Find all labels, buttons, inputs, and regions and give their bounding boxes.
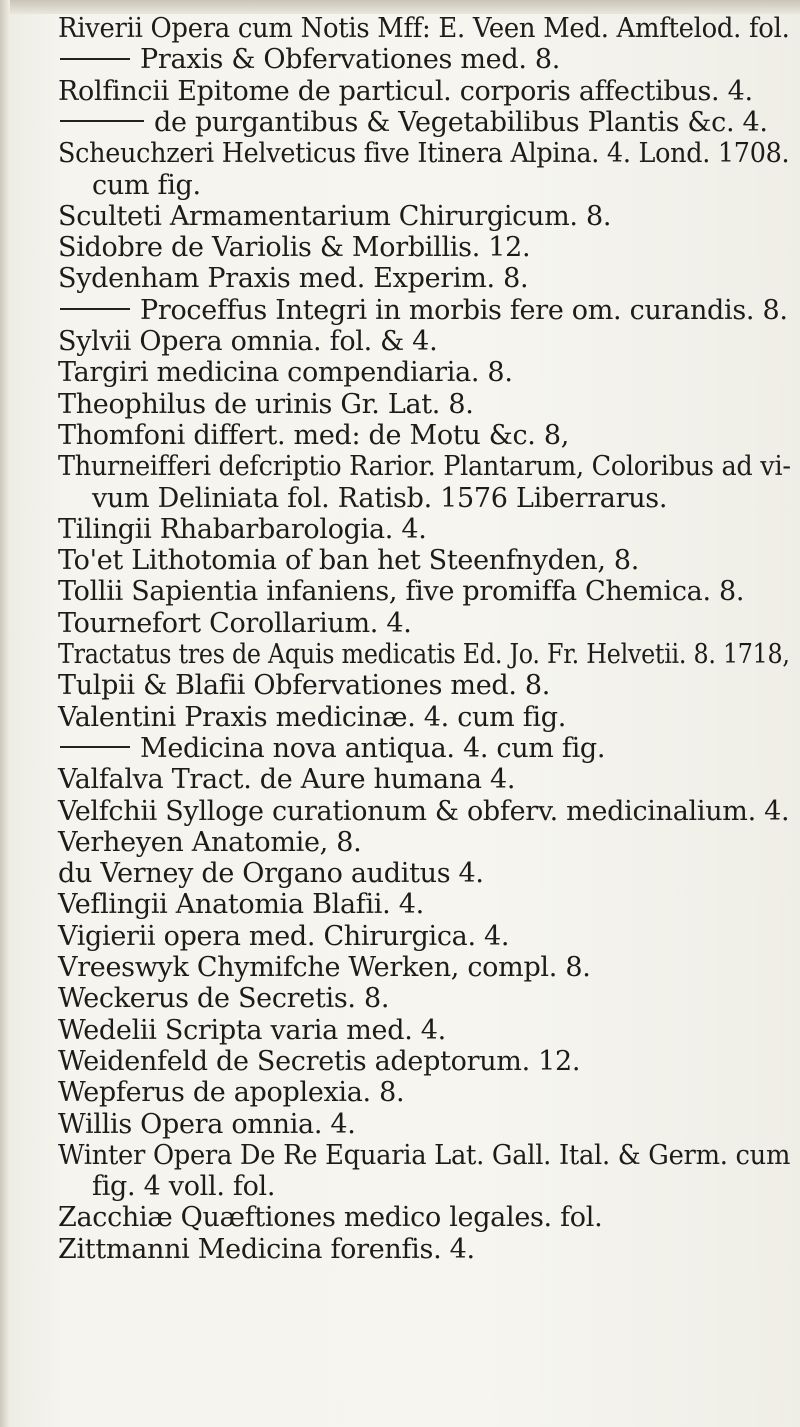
entry-text: Targiri medicina compendiaria. 8. xyxy=(58,357,513,389)
entry-text: du Verney de Organo auditus 4. xyxy=(58,858,484,890)
entry-text: Sculteti Armamentarium Chirurgicum. 8. xyxy=(58,200,612,232)
catalog-entry xyxy=(58,953,590,983)
catalog-entry xyxy=(58,703,566,733)
catalog-entry xyxy=(58,765,515,795)
catalog-entry xyxy=(58,358,513,388)
entry-text: cum fig. xyxy=(92,169,201,201)
catalog-entry xyxy=(58,1203,602,1233)
catalog-entry xyxy=(58,233,530,263)
entry-text: Rolfincii Epitome de particul. corporis affectibus. 4. xyxy=(58,75,753,107)
catalog-entry xyxy=(58,640,790,670)
catalog-entry xyxy=(58,327,437,357)
entry-text: Thomfoni differt. med: de Motu &c. 8, xyxy=(58,419,570,451)
catalog-entry xyxy=(58,1016,446,1046)
entry-text: Weckerus de Secretis. 8. xyxy=(58,983,390,1015)
catalog-entry xyxy=(60,734,605,764)
catalog-entry xyxy=(58,797,789,827)
catalog-entry xyxy=(92,484,667,514)
ditto-rule xyxy=(60,308,130,310)
entry-text: Valfalva Tract. de Aure humana 4. xyxy=(58,764,516,796)
catalog-entry xyxy=(58,828,361,858)
ditto-rule xyxy=(60,58,130,60)
entry-text: Tollii Sapientia infaniens, five promiffa Chemica. 8. xyxy=(58,576,745,608)
catalog-entry xyxy=(60,45,560,75)
catalog-entry xyxy=(60,296,788,326)
page-top-edge xyxy=(0,0,800,14)
catalog-entry xyxy=(58,671,550,701)
catalog-entry xyxy=(92,1172,275,1202)
entry-text: Weidenfeld de Secretis adeptorum. 12. xyxy=(58,1045,581,1077)
entry-text: Zacchiæ Quæftiones medico legales. fol. xyxy=(58,1202,603,1234)
catalog-entry xyxy=(58,890,424,920)
catalog-entry xyxy=(58,139,789,169)
entry-text: Tractatus tres de Aquis medicatis Ed. Jo. Fr. Helvetii. 8. 1718, xyxy=(58,639,790,670)
entry-text: Sylvii Opera omnia. fol. & 4. xyxy=(58,326,438,357)
catalog-entry xyxy=(58,859,484,889)
catalog-entry xyxy=(58,577,744,607)
entry-text: Vreeswyk Chymifche Werken, compl. 8. xyxy=(58,952,591,983)
entry-text: Veflingii Anatomia Blafii. 4. xyxy=(58,889,424,921)
entry-text: Valentini Praxis medicinæ. 4. cum fig. xyxy=(58,701,567,733)
entry-text: Thurneifferi defcriptio Rarior. Plantarum, Coloribus ad vi- xyxy=(58,451,791,483)
catalog-entry xyxy=(58,390,474,420)
catalog-entry xyxy=(92,171,201,201)
catalog-entry xyxy=(58,922,509,952)
catalog-entry xyxy=(58,452,791,482)
entry-text: vum Deliniata fol. Ratisb. 1576 Liberrarus. xyxy=(92,482,668,514)
entry-text: de purgantibus & Vegetabilibus Plantis &c. 4. xyxy=(154,106,768,138)
catalog-entry xyxy=(60,108,768,138)
ditto-rule xyxy=(60,746,130,748)
ditto-rule xyxy=(60,120,144,122)
catalog-entry xyxy=(58,515,427,545)
catalog-entry xyxy=(58,77,753,107)
catalog-entry xyxy=(58,1078,404,1108)
entry-text: Theophilus de urinis Gr. Lat. 8. xyxy=(58,388,474,420)
entry-text: Tilingii Rhabarbarologia. 4. xyxy=(58,513,427,545)
entry-text: Scheuchzeri Helveticus five Itinera Alpina. 4. Lond. 1708. xyxy=(58,138,790,170)
catalog-entry xyxy=(58,1110,356,1140)
entry-text: Tulpii & Blafii Obfervationes med. 8. xyxy=(58,670,551,702)
catalog-entry xyxy=(58,984,389,1014)
entry-text: Sidobre de Variolis & Morbillis. 12. xyxy=(58,232,531,264)
entry-text: Velfchii Sylloge curationum & obferv. medicinalium. 4. xyxy=(58,795,790,827)
catalog-entry xyxy=(58,1235,475,1265)
entry-text: Praxis & Obfervationes med. 8. xyxy=(140,44,561,76)
entry-text: Wedelii Scripta varia med. 4. xyxy=(58,1014,446,1046)
entry-text: Zittmanni Medicina forenfis. 4. xyxy=(58,1233,475,1265)
catalog-entry xyxy=(58,546,639,576)
entry-text: fig. 4 voll. fol. xyxy=(92,1171,276,1203)
catalog-entry xyxy=(58,1141,790,1171)
catalog-entry xyxy=(58,264,528,294)
entry-text: To'et Lithotomia of ban het Steenfnyden, 8. xyxy=(58,545,640,577)
page-binding-edge xyxy=(0,0,10,1427)
entry-text: Vigierii opera med. Chirurgica. 4. xyxy=(58,920,510,952)
entry-text: Verheyen Anatomie, 8. xyxy=(58,826,362,858)
catalog-entry xyxy=(58,421,569,451)
catalog-entry xyxy=(58,14,790,44)
entry-text: Wepferus de apoplexia. 8. xyxy=(58,1077,405,1109)
catalog-entry xyxy=(58,609,412,639)
entry-text: Sydenham Praxis med. Experim. 8. xyxy=(58,263,529,295)
entry-text: Proceffus Integri in morbis fere om. curandis. 8. xyxy=(140,294,788,326)
entry-text: Riverii Opera cum Notis Mff: E. Veen Med. Amftelod. fol. xyxy=(58,13,790,44)
catalog-entry xyxy=(58,202,611,232)
entry-text: Winter Opera De Re Equaria Lat. Gall. Ital. & Germ. cum xyxy=(58,1139,791,1171)
entry-text: Medicina nova antiqua. 4. cum fig. xyxy=(140,732,606,764)
entry-text: Willis Opera omnia. 4. xyxy=(58,1108,356,1140)
catalog-entry xyxy=(58,1047,580,1077)
entry-text: Tournefort Corollarium. 4. xyxy=(58,607,412,639)
